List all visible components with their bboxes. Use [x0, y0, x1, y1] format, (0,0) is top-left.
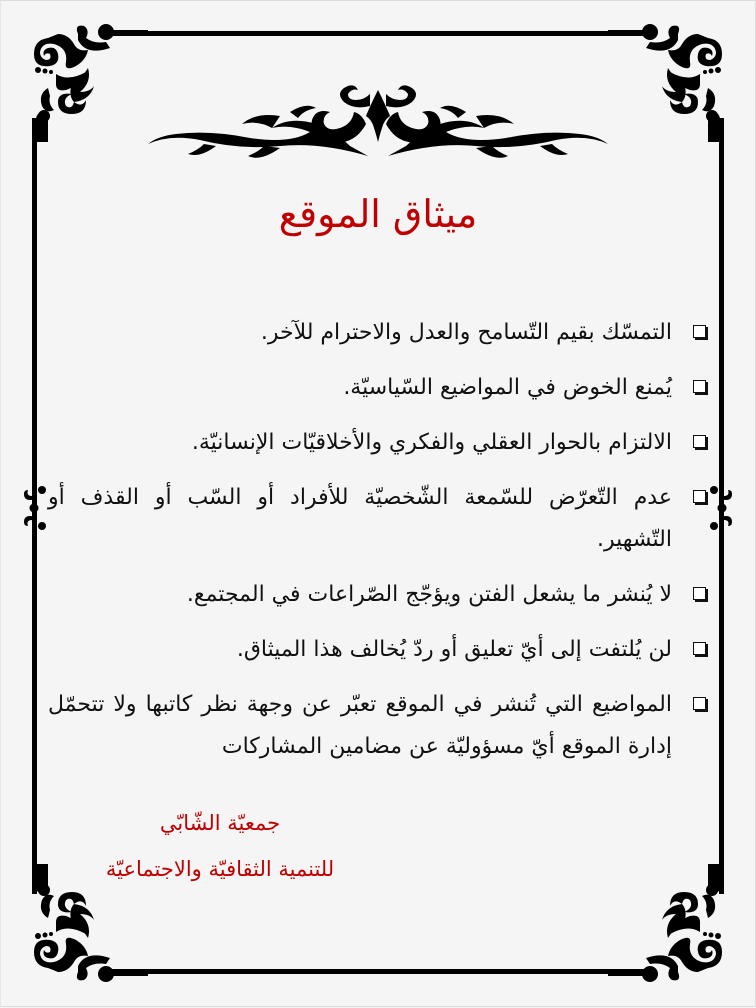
- checkbox-square-icon: [693, 490, 706, 503]
- corner-ornament-top-right-icon: [608, 22, 728, 142]
- charter-rule-text: لا يُنشر ما يشعل الفتن ويؤجّج الصّراعات في المجتمع.: [186, 582, 672, 607]
- charter-rule-item: [48, 312, 708, 354]
- charter-rule-item: [48, 367, 708, 409]
- checkbox-square-icon: [693, 380, 706, 393]
- page-title: ميثاق الموقع: [278, 192, 478, 236]
- charter-rule-text: يُمنع الخوض في المواضيع السّياسيّة.: [343, 375, 672, 400]
- checkbox-square-icon: [693, 642, 706, 655]
- charter-rule-text: الالتزام بالحوار العقلي والفكري والأخلاقيّات الإنسانيّة.: [191, 430, 672, 455]
- frame-top-line: [112, 31, 644, 36]
- corner-ornament-bottom-right-icon: [608, 864, 728, 984]
- checkbox-square-icon: [693, 697, 706, 710]
- charter-rule-item: [48, 684, 708, 768]
- charter-rule-item: [48, 422, 708, 464]
- checkbox-square-icon: [693, 435, 706, 448]
- frame-bottom-line: [112, 969, 644, 974]
- signature-block: [80, 800, 360, 892]
- checkbox-square-icon: [693, 587, 706, 600]
- charter-rule-item: [48, 629, 708, 671]
- charter-rule-text: عدم التّعرّض للسّمعة الشّخصيّة للأفراد أو السّب أو القذف أو التّشهير.: [48, 485, 672, 552]
- side-knot-right-icon: [706, 478, 736, 538]
- charter-rule-text: التمسّك بقيم التّسامح والعدل والاحترام للآخر.: [260, 320, 672, 345]
- charter-rule-item: [48, 477, 708, 561]
- charter-rule-text: لن يُلتفت إلى أيّ تعليق أو ردّ يُخالف هذا الميثاق.: [236, 637, 672, 662]
- corner-ornament-top-left-icon: [28, 22, 148, 142]
- signature-org-subtitle: للتنمية الثقافيّة والاجتماعيّة: [105, 857, 335, 881]
- charter-rule-text: المواضيع التي تُنشر في الموقع تعبّر عن وجهة نظر كاتبها ولا تتحمّل إدارة الموقع أيّ مسؤوليّة عن مضامين المشاركات: [48, 692, 672, 759]
- signature-org-name: جمعيّة الشّابّي: [159, 811, 281, 835]
- side-knot-left-icon: [20, 478, 50, 538]
- charter-rules-list: [48, 312, 708, 781]
- top-flourish-ornament-icon: [140, 72, 616, 168]
- charter-rule-item: [48, 574, 708, 616]
- checkbox-square-icon: [693, 325, 706, 338]
